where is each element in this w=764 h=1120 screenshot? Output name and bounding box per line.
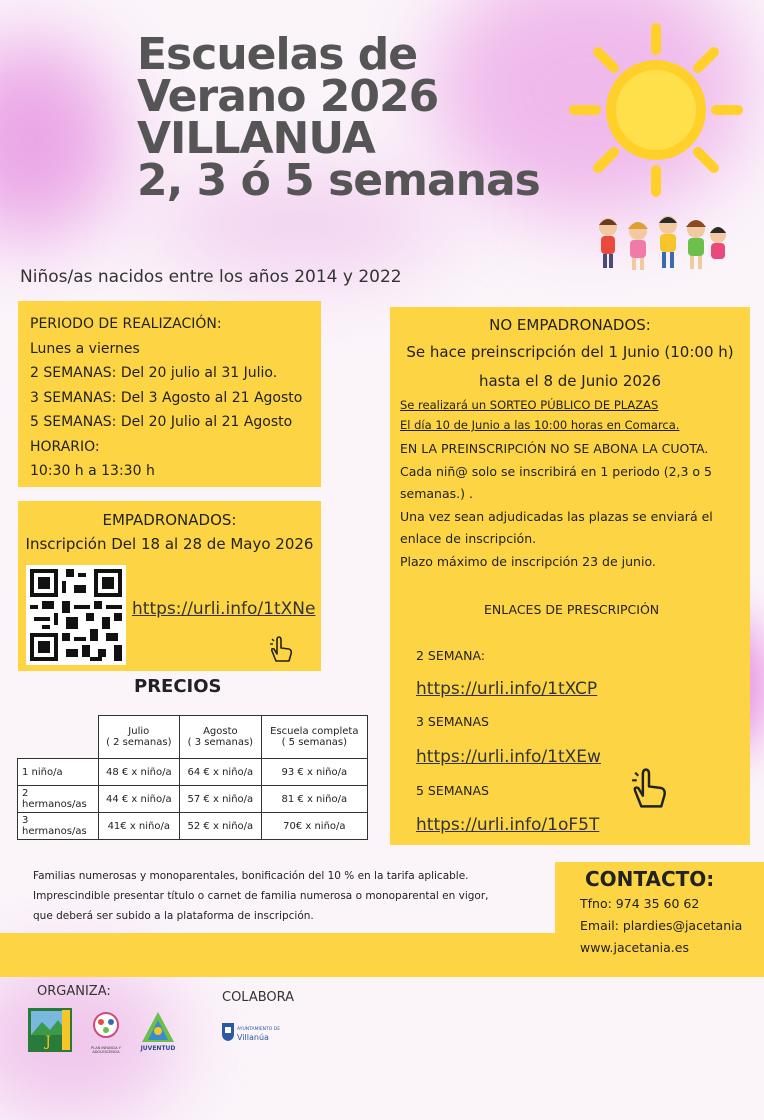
- enlaces-title: ENLACES DE PRESCRIPCIÓN: [484, 602, 660, 617]
- price-cell: 48 € x niño/a: [98, 759, 180, 786]
- price-cell: 64 € x niño/a: [180, 759, 262, 786]
- link-label-3-semanas: 3 SEMANAS: [416, 714, 489, 729]
- price-cell: 57 € x niño/a: [180, 786, 262, 813]
- familias-note: [33, 866, 489, 926]
- juventud-label: JUVENTUD: [140, 1045, 176, 1052]
- link-label-2-semanas: 2 SEMANA:: [416, 648, 485, 663]
- adjudicadas-info-1: Una vez sean adjudicadas las plazas se enviará el: [400, 508, 713, 524]
- horario-value: 10:30 h a 13:30 h: [30, 463, 155, 479]
- price-header-completa: Escuela completa ( 5 semanas): [261, 716, 367, 759]
- periodo-info-1: Cada niñ@ solo se inscribirá en 1 periodo (2,3 o 5: [400, 463, 713, 479]
- plan-infancia-label: PLAN INFANCIA Y ADOLESCENCIA: [91, 1046, 121, 1054]
- preinscripcion-line-2: hasta el 8 de Junio 2026: [478, 372, 662, 390]
- pointing-hand-icon: [266, 634, 296, 664]
- children-illustration-icon: [590, 205, 730, 275]
- empadronados-text: Inscripción Del 18 al 28 de Mayo 2026: [25, 535, 314, 553]
- no-empadronados-title: NO EMPADRONADOS:: [489, 316, 651, 334]
- no-abona-cuota: EN LA PREINSCRIPCIÓN NO SE ABONA LA CUOTA.: [400, 441, 709, 456]
- prices-header-row: [18, 716, 368, 759]
- villanua-logo-small: AYUNTAMIENTO DE: [237, 1027, 281, 1032]
- organiza-label: ORGANIZA:: [37, 984, 111, 999]
- price-cell: 44 € x niño/a: [98, 786, 180, 813]
- villanua-shield-icon: [221, 1022, 235, 1042]
- sorteo-line-2: El día 10 de Junio a las 10:00 horas en Comarca.: [400, 418, 680, 432]
- empadronados-title: EMPADRONADOS:: [102, 511, 237, 529]
- periodo-box: [18, 301, 321, 487]
- row-label: 2 hermanos/as: [18, 786, 99, 813]
- villanua-logo-text: Villanúa: [237, 1033, 269, 1042]
- title-line-4: 2, 3 ó 5 semanas: [137, 155, 540, 206]
- title-line-1: Escuelas de: [137, 29, 418, 80]
- periodo-2-semanas: 2 SEMANAS: Del 20 julio al 31 Julio.: [30, 365, 278, 381]
- price-header-julio: Julio ( 2 semanas): [98, 716, 180, 759]
- pink-glow-top-left: [0, 40, 120, 240]
- periodo-days: Lunes a viernes: [30, 340, 140, 357]
- contacto-email[interactable]: Email: plardies@jacetania: [580, 918, 743, 933]
- svg-text:J: J: [45, 1034, 51, 1050]
- table-row: [18, 759, 368, 786]
- periodo-5-semanas: 5 SEMANAS: Del 20 Julio al 21 Agosto: [30, 414, 293, 430]
- link-2-semanas[interactable]: https://urli.info/1tXCP: [416, 679, 598, 699]
- familias-line-3: que deberá ser subido a la plataforma de inscripción.: [33, 910, 314, 922]
- link-3-semanas[interactable]: https://urli.info/1tXEw: [416, 747, 601, 767]
- colabora-label: COLABORA: [222, 990, 295, 1005]
- link-5-semanas[interactable]: https://urli.info/1oF5T: [416, 815, 600, 835]
- price-header-agosto: Agosto ( 3 semanas): [180, 716, 262, 759]
- prices-table: [17, 715, 368, 840]
- comarca-logo-icon: [28, 1008, 72, 1052]
- table-row: [18, 813, 368, 840]
- qr-code-icon: [26, 565, 126, 665]
- contacto-tfno: Tfno: 974 35 60 62: [580, 896, 700, 911]
- row-label: 1 niño/a: [18, 759, 99, 786]
- periodo-heading: PERIODO DE REALIZACIÓN:: [30, 316, 222, 332]
- price-cell: 41€ x niño/a: [98, 813, 180, 840]
- sun-icon: [566, 20, 746, 200]
- adjudicadas-info-2: enlace de inscripción.: [400, 531, 537, 546]
- row-label: 3 hermanos/as: [18, 813, 99, 840]
- pointing-hand-icon: [626, 765, 672, 811]
- familias-line-1: Familias numerosas y monoparentales, bonificación del 10 % en la tarifa aplicable.: [33, 870, 469, 882]
- link-label-5-semanas: 5 SEMANAS: [416, 783, 489, 798]
- juventud-logo-icon: [138, 1010, 178, 1046]
- price-cell: 81 € x niño/a: [261, 786, 367, 813]
- familias-line-2: Imprescindible presentar título o carnet de familia numerosa o monoparental en vigor,: [33, 890, 489, 902]
- sorteo-line-1: Se realizará un SORTEO PÚBLICO DE PLAZAS: [400, 398, 659, 412]
- periodo-info-2: semanas.) .: [400, 486, 473, 501]
- subtitle: Niños/as nacidos entre los años 2014 y 2022: [20, 267, 402, 287]
- horario-heading: HORARIO:: [30, 438, 100, 455]
- price-cell: 52 € x niño/a: [180, 813, 262, 840]
- title-line-2: Verano 2026: [137, 71, 439, 122]
- price-cell: 93 € x niño/a: [261, 759, 367, 786]
- table-row: [18, 786, 368, 813]
- price-cell: 70€ x niño/a: [261, 813, 367, 840]
- contacto-title: CONTACTO:: [585, 867, 715, 891]
- page-title: [137, 29, 597, 206]
- contacto-web[interactable]: www.jacetania.es: [580, 940, 689, 955]
- precios-title: PRECIOS: [134, 676, 222, 697]
- periodo-3-semanas: 3 SEMANAS: Del 3 Agosto al 21 Agosto: [30, 389, 303, 406]
- no-empadronados-box: [390, 307, 750, 845]
- title-line-3: VILLANUA: [137, 113, 375, 164]
- empadronados-link[interactable]: https://urli.info/1tXNe: [132, 599, 316, 619]
- contacto-box: [555, 862, 764, 977]
- empadronados-box: [18, 501, 321, 671]
- plazo-maximo: Plazo máximo de inscripción 23 de junio.: [400, 553, 656, 569]
- preinscripcion-line-1: Se hace preinscripción del 1 Junio (10:00 h): [406, 343, 734, 361]
